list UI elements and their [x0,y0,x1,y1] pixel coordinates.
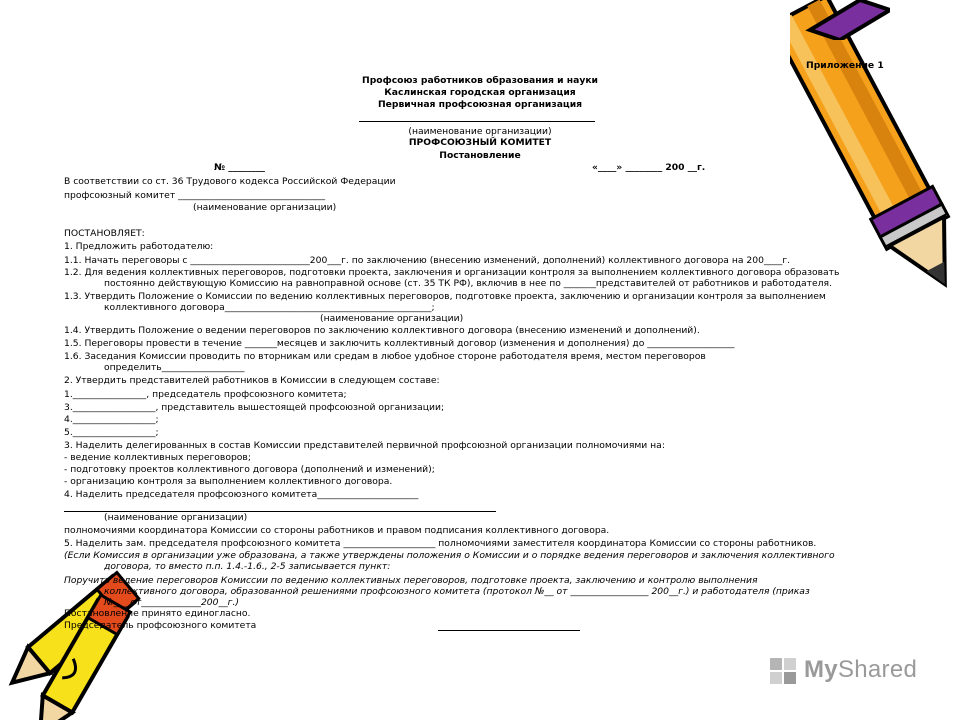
voting-result: Постановление принято единогласно. [64,608,251,619]
document-date: «____» ________ 200 __г. [592,162,706,173]
clause-3-item-1: - ведение коллективных переговоров; [64,452,251,463]
instruction-line-1: Поручить ведение переговоров Комиссии по ведению коллективных переговоров, подготовке проекта, заключению и контролю выполнения [64,575,758,586]
clause-1-2-line-1: 1.2. Для ведения коллективных переговоров, подготовки проекта, заключения и организации контроля за выполнением коллективного договора образовать [64,267,840,278]
clause-1-6-line-1: 1.6. Заседания Комиссии проводить по вторникам или средам в любое удобное стороне работодателя время, местом переговоров [64,351,706,362]
instruction-line-3: №___ от_____________200__г.) [104,597,240,608]
clause-2-member-5: 5.__________________; [64,427,159,438]
signature-label: Председатель профсоюзного комитета [64,620,257,631]
org-name-line [359,121,595,122]
myshared-brand-text: MyShared [804,656,918,683]
intro-line-2: профсоюзный комитет ________________________________ [64,190,326,201]
clause-1-6-line-2: определить__________________ [104,362,245,373]
clause-1-3-line-1: 1.3. Утвердить Положение о Комиссии по ведению коллективных переговоров, подготовке проекта, заключению и организации контроля за выполнением [64,291,826,302]
clause-2-member-4: 4.__________________; [64,414,159,425]
intro-line-1: В соответствии со ст. 36 Трудового кодекса Российской Федерации [64,176,396,187]
clause-5: 5. Наделить зам. председателя профсоюзного комитета ____________________ полномочиями заместителя координатора Комиссии со стороны работников. [64,538,817,549]
document-type: Постановление [439,150,521,161]
clause-4: 4. Наделить председателя профсоюзного комитета______________________ [64,489,419,500]
clause-1: 1. Предложить работодателю: [64,241,214,252]
primary-organization: Первичная профсоюзная организация [377,99,583,110]
clause-1-5: 1.5. Переговоры провести в течение _______месяцев и заключить коллективный договор (изменения и дополнения) до ___________________ [64,338,735,349]
union-name: Профсоюз работников образования и науки [362,75,598,86]
clause-3-item-3: - организацию контроля за выполнением коллективного договора. [64,476,393,487]
clause-1-3-caption: (наименование организации) [320,313,464,324]
signature-line [438,630,580,631]
clause-3: 3. Наделить делегированных в состав Комиссии представителей первичной профсоюзной организации полномочиями на: [64,440,665,451]
clause-4-powers: полномочиями координатора Комиссии со стороны работников и правом подписания коллективного договора. [64,525,610,536]
clause-1-1: 1.1. Начать переговоры с __________________________200___г. по заключению (внесению изменений, дополнений) коллективного договора на 200____г. [64,255,791,266]
clause-3-item-2: - подготовку проектов коллективного договора (дополнений и изменений); [64,464,435,475]
document-number: № ________ [214,162,266,173]
clause-1-2-line-2: постоянно действующую Комиссию на равноправной основе (ст. 35 ТК РФ), включив в нее по _______представителей от работников и работодателя. [104,278,832,289]
city-organization: Каслинская городская организация [384,87,576,98]
note-line-1: (Если Комиссия в организации уже образована, а также утверждены положения о Комиссии и о порядке ведения переговоров и заключения коллективного [64,550,835,561]
myshared-logo-icon [768,654,800,686]
myshared-watermark [768,654,917,686]
clause-1-4: 1.4. Утвердить Положение о ведении переговоров по заключению коллективного договора (внесению изменений и дополнений). [64,325,700,336]
clause-1-3-line-2: коллективного договора_____________________________________________; [104,302,435,313]
resolves-heading: ПОСТАНОВЛЯЕТ: [64,228,145,239]
note-line-2: договора, то вместо п.п. 1.4.-1.6., 2-5 записывается пункт: [104,561,391,572]
pencil-top-cap-icon [800,0,890,40]
intro-caption: (наименование организации) [193,202,337,213]
clause-2: 2. Утвердить представителей работников в Комиссии в следующем составе: [64,375,440,386]
appendix-label: Приложение 1 [806,60,884,71]
committee-title: ПРОФСОЮЗНЫЙ КОМИТЕТ [408,137,552,148]
instruction-line-2: коллективного договора, образованной решениями профсоюзного комитета (протокол №__ от _________________ 200__г.) и работодателя (приказ [104,586,810,597]
clause-2-member-3: 3.__________________, представитель вышестоящей профсоюзной организации; [64,402,445,413]
clause-2-member-1: 1.________________, председатель профсоюзного комитета; [64,389,347,400]
org-name-caption: (наименование организации) [408,126,552,137]
clause-4-caption: (наименование организации) [104,512,248,523]
